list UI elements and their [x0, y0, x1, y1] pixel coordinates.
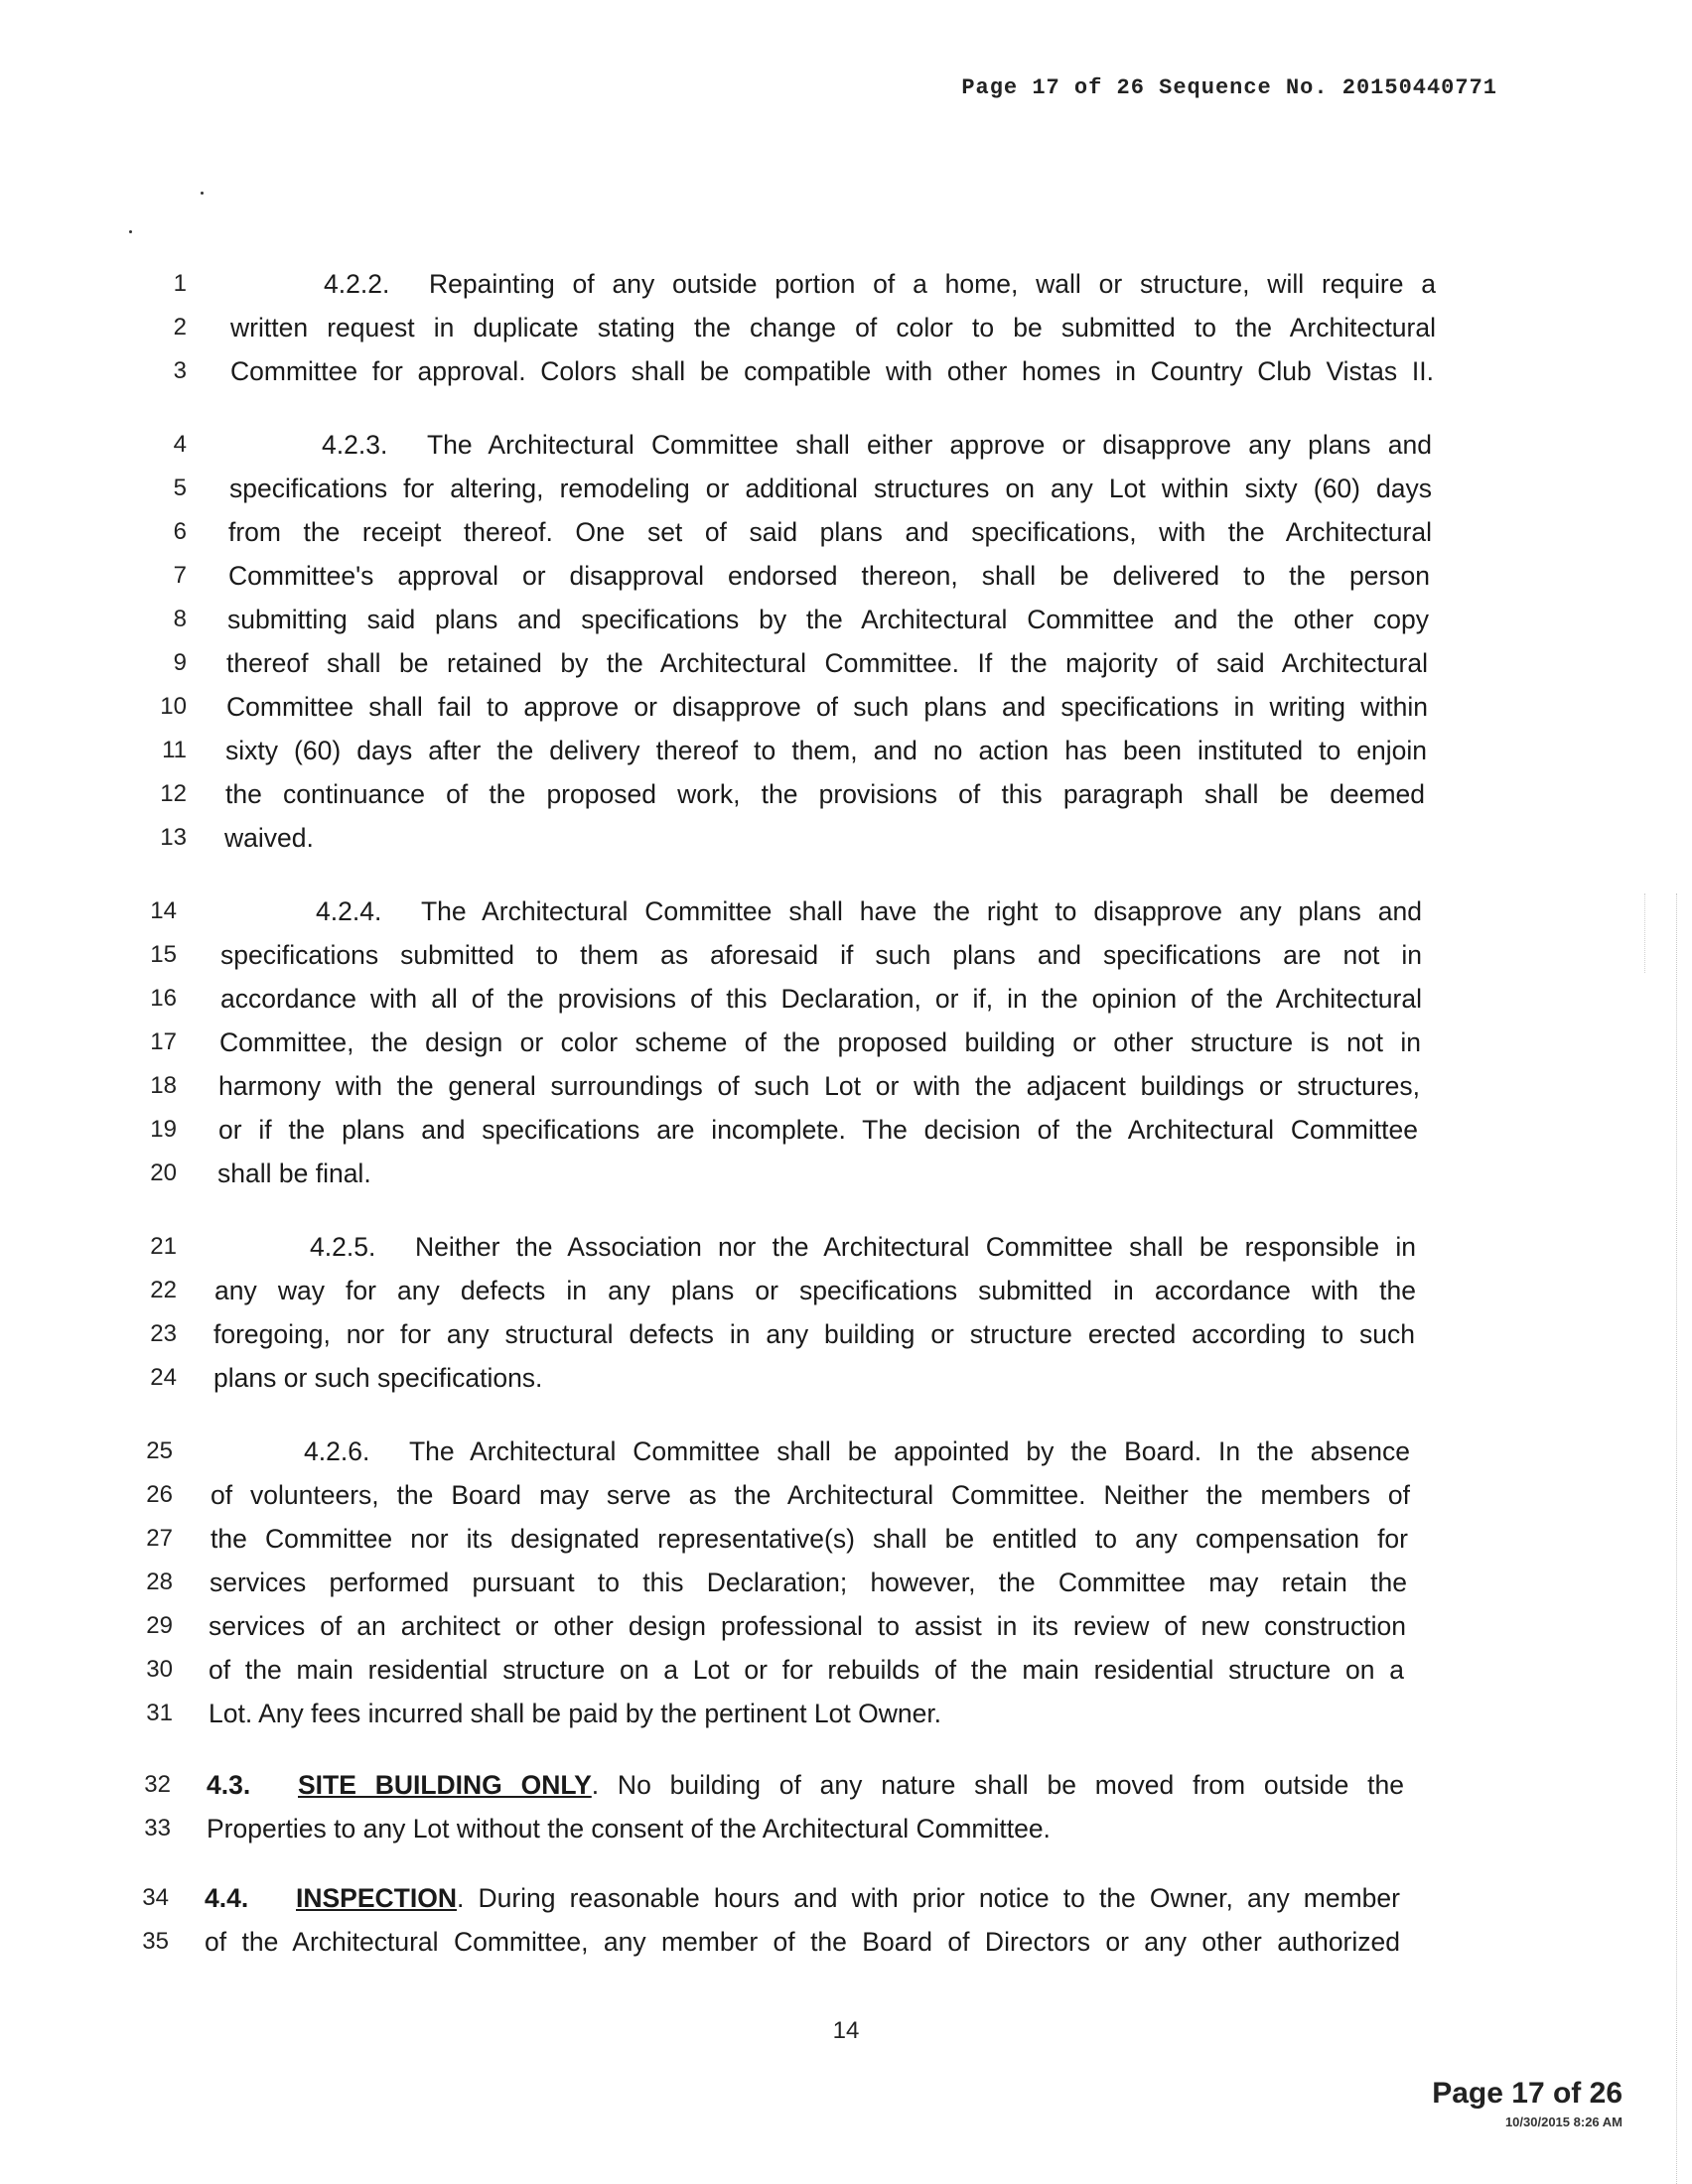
text-line — [0, 554, 1692, 598]
line-number: 22 — [150, 1277, 177, 1303]
line-number: 26 — [146, 1481, 173, 1508]
text-line — [0, 1225, 1692, 1269]
line-text: The Architectural Committee shall be appointed by the Board. In the absence — [409, 1436, 1410, 1466]
subsection-number: 4.2.3. — [322, 430, 388, 460]
subsection-number: 4.2.5. — [310, 1232, 376, 1262]
scan-speck — [201, 192, 204, 195]
text-line — [0, 729, 1692, 772]
line-number: 2 — [173, 314, 187, 341]
text-line — [0, 1269, 1692, 1312]
line-number: 20 — [150, 1160, 177, 1186]
text-line — [0, 1692, 1692, 1735]
line-text: Neither the Association nor the Architectural Committee shall be responsible in — [415, 1232, 1416, 1262]
subsection-number: 4.2.4. — [316, 896, 382, 926]
text-line — [0, 1064, 1692, 1108]
line-number: 10 — [160, 693, 187, 720]
line-number: 6 — [173, 518, 187, 545]
line-text: submitting said plans and specifications by the Architectural Committee and the other copy — [227, 605, 1429, 634]
line-text: of volunteers, the Board may serve as the Architectural Committee. Neither the members of — [211, 1480, 1410, 1510]
line-text: Committee shall fail to approve or disapprove of such plans and specifications in writing within — [226, 692, 1428, 722]
line-number: 31 — [146, 1700, 173, 1726]
text-line — [0, 1561, 1692, 1604]
text-line — [0, 1152, 1692, 1195]
line-number: 12 — [160, 780, 187, 807]
line-text: . No building of any nature shall be moved from outside the — [591, 1770, 1404, 1800]
line-text: from the receipt thereof. One set of said plans and specifications, with the Architectural — [228, 517, 1432, 547]
line-text: The Architectural Committee shall either approve or disapprove any plans and — [427, 430, 1432, 460]
line-number: 23 — [150, 1320, 177, 1347]
text-line — [0, 772, 1692, 816]
line-text: shall be final. — [217, 1159, 371, 1188]
line-number: 18 — [150, 1072, 177, 1099]
line-text: Properties to any Lot without the consent of the Architectural Committee. — [207, 1814, 1051, 1843]
line-number: 9 — [173, 649, 187, 676]
text-line — [0, 1312, 1692, 1356]
text-line — [0, 933, 1692, 977]
section-title: SITE BUILDING ONLY — [298, 1770, 592, 1800]
section-number: 4.4. — [205, 1883, 249, 1913]
line-text: Committee for approval. Colors shall be compatible with other homes in Country Club Vistas II. — [230, 356, 1434, 386]
line-number: 29 — [146, 1612, 173, 1639]
line-number: 16 — [150, 985, 177, 1012]
line-number: 13 — [160, 824, 187, 851]
text-line — [0, 1604, 1692, 1648]
line-text: The Architectural Committee shall have the right to disapprove any plans and — [421, 896, 1422, 926]
line-number: 15 — [150, 941, 177, 968]
line-number: 27 — [146, 1525, 173, 1552]
text-line — [0, 1763, 1692, 1807]
text-line — [0, 816, 1692, 860]
line-text: written request in duplicate stating the change of color to be submitted to the Architectural — [230, 313, 1436, 342]
line-text: or if the plans and specifications are incomplete. The decision of the Architectural Committee — [218, 1115, 1418, 1145]
line-text: accordance with all of the provisions of this Declaration, or if, in the opinion of the Architectural — [220, 984, 1422, 1014]
line-text: the continuance of the proposed work, the provisions of this paragraph shall be deemed — [225, 779, 1425, 809]
line-text: of the main residential structure on a Lot or for rebuilds of the main residential structure on a — [209, 1655, 1404, 1685]
line-number: 1 — [173, 270, 187, 297]
text-line — [0, 1807, 1692, 1850]
section-number: 4.3. — [207, 1770, 251, 1800]
line-number: 4 — [173, 431, 187, 458]
text-line — [0, 1648, 1692, 1692]
line-text: Committee's approval or disapproval endorsed thereon, shall be delivered to the person — [228, 561, 1430, 591]
text-line — [0, 598, 1692, 641]
line-number: 8 — [173, 606, 187, 632]
line-text: the Committee nor its designated representative(s) shall be entitled to any compensation for — [211, 1524, 1408, 1554]
line-text: foregoing, nor for any structural defects in any building or structure erected according to such — [213, 1319, 1415, 1349]
text-line — [0, 1473, 1692, 1517]
line-number: 5 — [173, 475, 187, 501]
line-number: 24 — [150, 1364, 177, 1391]
line-text: services performed pursuant to this Declaration; however, the Committee may retain the — [210, 1568, 1407, 1597]
line-number: 28 — [146, 1569, 173, 1595]
line-number: 30 — [146, 1656, 173, 1683]
text-line — [0, 467, 1692, 510]
stamp-page: Page 17 of 26 — [1432, 2077, 1622, 2110]
line-text: harmony with the general surroundings of such Lot or with the adjacent buildings or structures, — [218, 1071, 1420, 1101]
line-text: sixty (60) days after the delivery thereof to them, and no action has been instituted to enjoin — [225, 736, 1427, 765]
text-line — [0, 510, 1692, 554]
text-line — [0, 977, 1692, 1021]
text-line — [0, 889, 1692, 933]
line-number: 19 — [150, 1116, 177, 1143]
line-text: . During reasonable hours and with prior notice to the Owner, any member — [456, 1883, 1400, 1913]
line-text: specifications for altering, remodeling or additional structures on any Lot within sixty (60) days — [229, 474, 1432, 503]
text-line — [0, 1876, 1692, 1920]
line-text: services of an architect or other design professional to assist in its review of new construction — [209, 1611, 1406, 1641]
line-number: 17 — [150, 1028, 177, 1055]
text-line — [0, 1356, 1692, 1400]
page-number: 14 — [832, 2017, 860, 2044]
scan-speck — [129, 230, 132, 233]
line-number: 21 — [150, 1233, 177, 1260]
text-line — [0, 641, 1692, 685]
subsection-number: 4.2.2. — [324, 269, 390, 299]
stamp-timestamp: 10/30/2015 8:26 AM — [1504, 2115, 1622, 2129]
page-header: Page 17 of 26 Sequence No. 20150440771 — [961, 75, 1497, 100]
text-line — [0, 423, 1692, 467]
subsection-number: 4.2.6. — [304, 1436, 370, 1466]
line-text: any way for any defects in any plans or specifications submitted in accordance with the — [214, 1276, 1416, 1305]
line-text: of the Architectural Committee, any member of the Board of Directors or any other authorized — [205, 1927, 1400, 1957]
section-title: INSPECTION — [296, 1883, 457, 1913]
text-line — [0, 1021, 1692, 1064]
line-text: plans or such specifications. — [213, 1363, 543, 1393]
line-number: 35 — [142, 1928, 169, 1955]
scan-edge-mark — [1676, 893, 1678, 2184]
text-line — [0, 685, 1692, 729]
text-line — [0, 306, 1692, 349]
line-number: 33 — [144, 1815, 171, 1842]
line-number: 25 — [146, 1437, 173, 1464]
line-number: 11 — [162, 737, 187, 763]
line-number: 14 — [150, 897, 177, 924]
line-text: thereof shall be retained by the Architectural Committee. If the majority of said Architectural — [226, 648, 1428, 678]
line-text: waived. — [224, 823, 314, 853]
scan-edge-mark — [1644, 893, 1646, 973]
text-line — [0, 262, 1692, 306]
line-text: Committee, the design or color scheme of the proposed building or other structure is not in — [219, 1027, 1421, 1057]
text-line — [0, 1108, 1692, 1152]
recording-stamp — [1432, 2077, 1622, 2129]
line-number: 34 — [142, 1884, 169, 1911]
text-line — [0, 349, 1692, 393]
line-text: specifications submitted to them as aforesaid if such plans and specifications are not in — [220, 940, 1422, 970]
text-line — [0, 1920, 1692, 1964]
text-line — [0, 1517, 1692, 1561]
line-text: Repainting of any outside portion of a home, wall or structure, will require a — [429, 269, 1436, 299]
line-text: Lot. Any fees incurred shall be paid by the pertinent Lot Owner. — [209, 1699, 942, 1728]
text-line — [0, 1430, 1692, 1473]
line-number: 7 — [173, 562, 187, 589]
line-number: 32 — [144, 1771, 171, 1798]
line-number: 3 — [173, 357, 187, 384]
